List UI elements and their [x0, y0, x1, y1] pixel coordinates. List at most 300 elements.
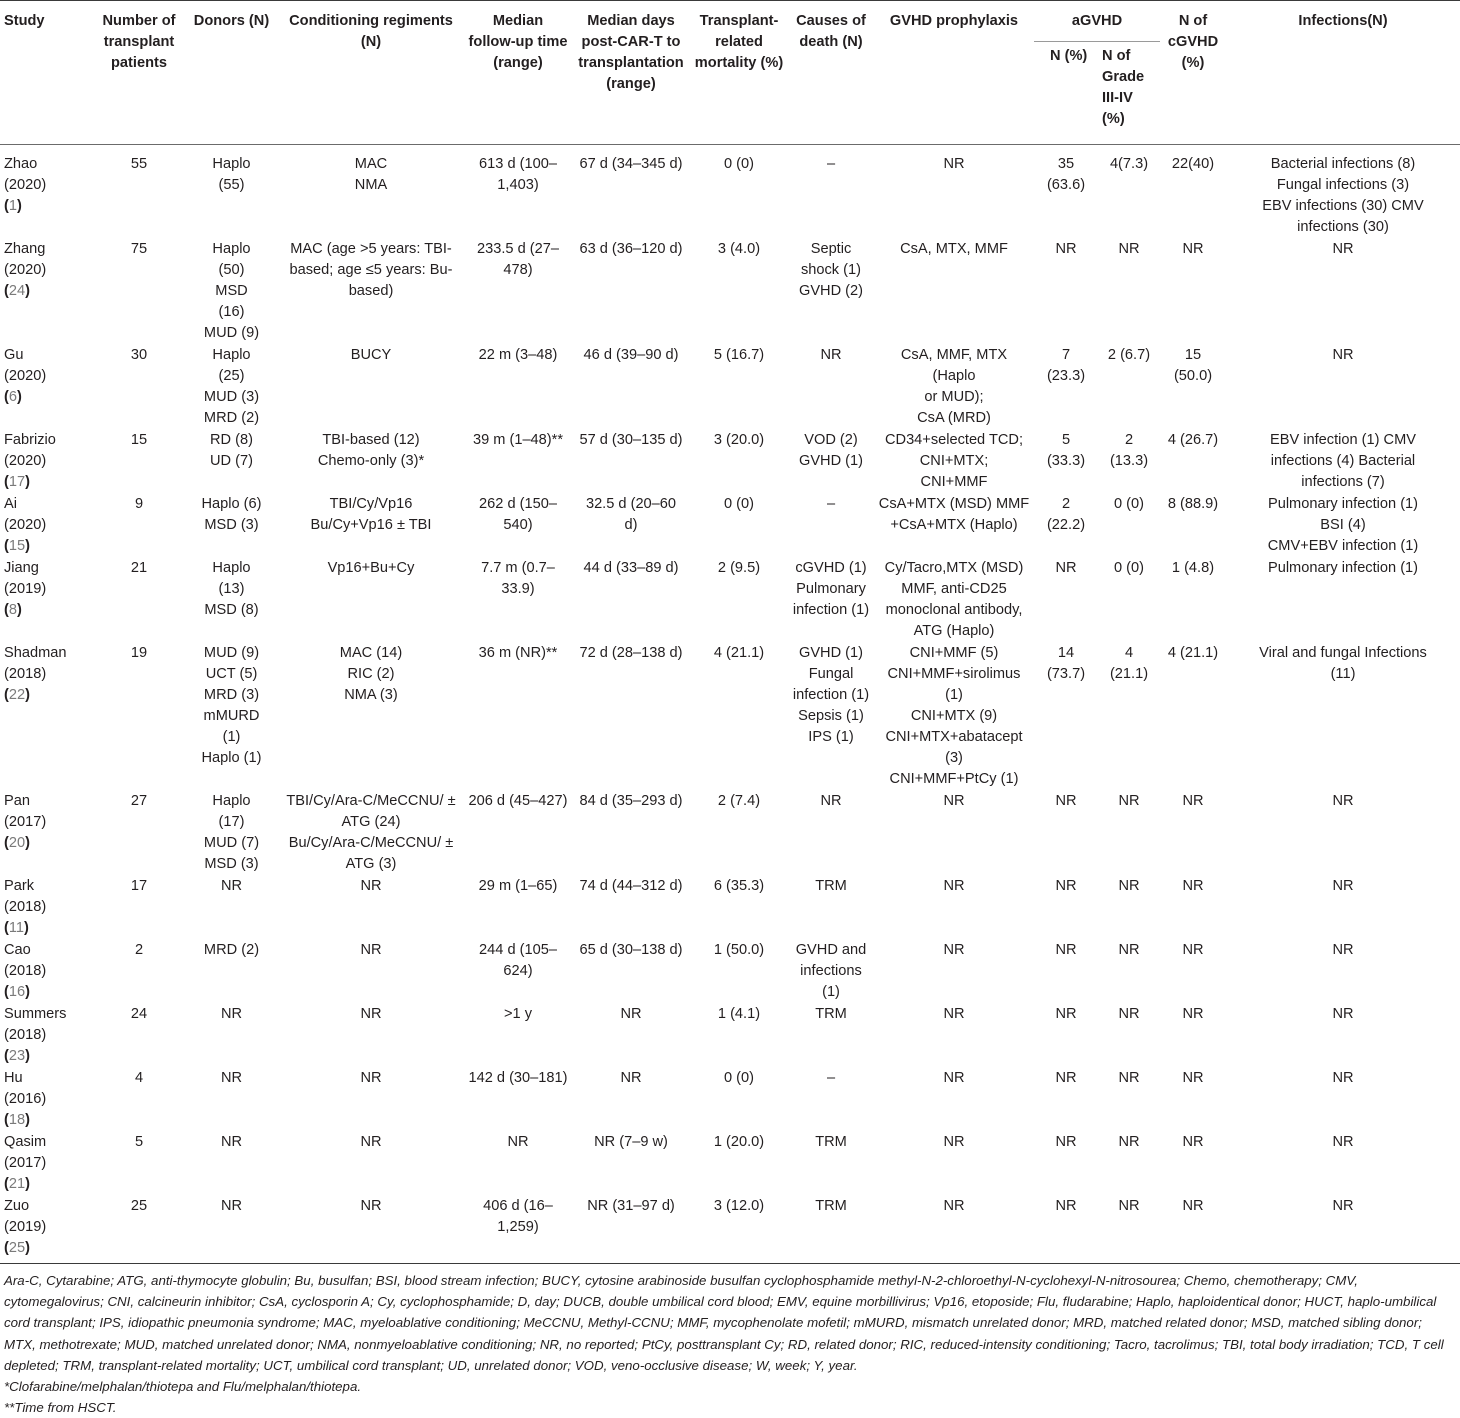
cell-cgvhd-line: NR — [1182, 1006, 1204, 1022]
reference-number[interactable]: 17 — [8, 474, 26, 490]
cell-trm-line: 3 (4.0) — [717, 241, 761, 257]
cell-agvhd-n-line: (73.7) — [1046, 666, 1086, 682]
cell-cgvhd-line: 4 (21.1) — [1167, 645, 1219, 661]
table-row — [0, 344, 1460, 429]
cell-gvhd-prophylaxis-line: or MUD); — [924, 389, 984, 405]
cell-cgvhd-line: NR — [1182, 942, 1204, 958]
cell-gvhd-prophylaxis — [874, 939, 1034, 1003]
cell-conditioning — [278, 145, 464, 239]
study-reference[interactable]: (15) — [4, 538, 30, 554]
cell-cgvhd — [1160, 939, 1226, 1003]
cell-gvhd-prophylaxis-line: CsA, MTX, MMF — [900, 241, 1008, 257]
study-reference[interactable]: (21) — [4, 1176, 30, 1192]
cell-causes-of-death — [788, 939, 874, 1003]
cell-number-of-patients: 15 — [130, 432, 148, 448]
cell-causes-of-death — [788, 1067, 874, 1131]
cell-agvhd-n — [1034, 238, 1098, 344]
reference-number[interactable]: 6 — [8, 389, 17, 405]
cell-agvhd-grade-line: 0 (0) — [1113, 496, 1144, 512]
cell-infections-line: NR — [1332, 793, 1354, 809]
cell-gvhd-prophylaxis-line: CsA+MTX (MSD) MMF — [878, 496, 1030, 512]
cell-followup-line: 33.9) — [501, 581, 535, 597]
cell-followup-line: 624) — [503, 963, 533, 979]
cell-donors-line: (25) — [218, 368, 245, 384]
cell-trm-line: 3 (12.0) — [713, 1198, 765, 1214]
cell-agvhd-n — [1034, 790, 1098, 875]
cell-causes-of-death-line: TRM — [815, 1198, 847, 1214]
cell-donors — [185, 429, 278, 493]
cell-causes-of-death-line: TRM — [815, 1134, 847, 1150]
cell-number-of-patients: 75 — [130, 241, 148, 257]
cell-gvhd-prophylaxis — [874, 493, 1034, 557]
cell-followup-line: 39 m (1–48)** — [472, 432, 564, 448]
table-row — [0, 1067, 1460, 1131]
cell-gvhd-prophylaxis — [874, 642, 1034, 790]
cell-causes-of-death — [788, 1195, 874, 1264]
cell-number-of-patients: 17 — [130, 878, 148, 894]
cell-trm — [690, 1067, 788, 1131]
cell-agvhd-grade — [1098, 875, 1160, 939]
cell-number-of-patients: 25 — [130, 1198, 148, 1214]
table-row — [0, 493, 1460, 557]
cell-donors-line: Haplo — [212, 347, 251, 363]
cell-donors — [185, 493, 278, 557]
cell-agvhd-n-line: 14 — [1057, 645, 1075, 661]
cell-agvhd-n — [1034, 642, 1098, 790]
cell-causes-of-death-line: NR — [820, 793, 842, 809]
cell-infections-line: Fungal infections (3) — [1276, 177, 1410, 193]
reference-number[interactable]: 18 — [8, 1112, 26, 1128]
header-followup: Median follow-up time (range) — [464, 1, 572, 145]
cell-gvhd-prophylaxis — [874, 790, 1034, 875]
cell-number-of-patients: 27 — [130, 793, 148, 809]
cell-gvhd-prophylaxis-line: +CsA+MTX (Haplo) — [890, 517, 1018, 533]
cell-days-post-cart — [572, 429, 690, 493]
cell-agvhd-grade — [1098, 429, 1160, 493]
cell-number-of-patients: 24 — [130, 1006, 148, 1022]
cell-followup-line: 478) — [503, 262, 533, 278]
cell-study-line: Qasim — [4, 1134, 47, 1150]
cell-agvhd-n-line: NR — [1055, 1198, 1077, 1214]
cell-agvhd-grade — [1098, 790, 1160, 875]
cell-conditioning-line: NR — [360, 942, 382, 958]
cell-infections-line: NR — [1332, 1070, 1354, 1086]
cell-gvhd-prophylaxis-line: CNI+MMF+PtCy (1) — [889, 771, 1019, 787]
cell-cgvhd — [1160, 493, 1226, 557]
cell-agvhd-n — [1034, 1195, 1098, 1264]
cell-infections-line: (11) — [1330, 666, 1356, 682]
reference-number[interactable]: 8 — [8, 602, 17, 618]
study-reference[interactable]: (22) — [4, 687, 30, 703]
cell-cgvhd-line: (50.0) — [1173, 368, 1213, 384]
cell-gvhd-prophylaxis-line: NR — [943, 793, 965, 809]
cell-trm-line: 1 (4.1) — [717, 1006, 761, 1022]
cell-agvhd-n-line: NR — [1055, 942, 1077, 958]
cell-causes-of-death — [788, 1003, 874, 1067]
cell-days-post-cart-line: 44 d (33–89 d) — [583, 560, 679, 576]
cell-infections — [1226, 429, 1460, 493]
cell-agvhd-grade-line: 4(7.3) — [1109, 156, 1149, 172]
cell-study-line: Shadman — [4, 645, 67, 661]
cell-study-line: Summers — [4, 1006, 67, 1022]
cell-gvhd-prophylaxis-line: CNI+MMF — [920, 474, 988, 490]
cell-causes-of-death-line: infection (1) — [792, 687, 870, 703]
cell-trm-line: 2 (9.5) — [717, 560, 761, 576]
cell-cgvhd — [1160, 1067, 1226, 1131]
cell-days-post-cart-line: 63 d (36–120 d) — [579, 241, 683, 257]
cell-days-post-cart — [572, 875, 690, 939]
table-row — [0, 790, 1460, 875]
cell-study-line: Zhang — [4, 241, 46, 257]
cell-followup-line: 1,259) — [497, 1219, 539, 1235]
cell-infections — [1226, 1067, 1460, 1131]
cell-conditioning-line: NR — [360, 1070, 382, 1086]
cell-days-post-cart — [572, 493, 690, 557]
reference-number[interactable]: 21 — [8, 1176, 26, 1192]
cell-cgvhd-line: 1 (4.8) — [1171, 560, 1215, 576]
study-reference[interactable]: (24) — [4, 283, 30, 299]
cell-agvhd-grade-line: 4 — [1124, 645, 1134, 661]
reference-number[interactable]: 24 — [8, 283, 26, 299]
cell-conditioning-line: based) — [348, 283, 394, 299]
cell-gvhd-prophylaxis-line: NR — [943, 1134, 965, 1150]
cell-infections-line: Bacterial infections (8) — [1270, 156, 1416, 172]
cell-causes-of-death-line: GVHD and — [795, 942, 867, 958]
cell-cgvhd-line: NR — [1182, 793, 1204, 809]
header-gvhd-prophylaxis: GVHD prophylaxis — [874, 1, 1034, 145]
table-row — [0, 1003, 1460, 1067]
study-reference[interactable]: (8) — [4, 602, 22, 618]
cell-causes-of-death — [788, 429, 874, 493]
cell-donors — [185, 344, 278, 429]
cell-days-post-cart — [572, 1131, 690, 1195]
footnote-double-asterisk: **Time from HSCT. — [4, 1400, 117, 1416]
cell-days-post-cart-line: 67 d (34–345 d) — [579, 156, 683, 172]
cell-days-post-cart — [572, 1003, 690, 1067]
cell-study-line: (2020) — [4, 262, 47, 278]
cell-causes-of-death-line: Pulmonary — [796, 581, 866, 597]
cell-followup — [464, 493, 572, 557]
cell-donors-line: NR — [220, 1198, 243, 1214]
study-reference[interactable]: (23) — [4, 1048, 30, 1064]
header-agvhd: aGVHD — [1034, 1, 1160, 42]
cell-causes-of-death — [788, 344, 874, 429]
cell-infections-line: NR — [1332, 1006, 1354, 1022]
cell-study — [0, 642, 93, 790]
cell-conditioning-line: Chemo-only (3)* — [317, 453, 425, 469]
cell-gvhd-prophylaxis-line: MMF, anti-CD25 — [901, 581, 1007, 597]
cell-agvhd-n-line: NR — [1055, 1006, 1077, 1022]
cell-cgvhd-line: 4 (26.7) — [1167, 432, 1219, 448]
cell-gvhd-prophylaxis — [874, 429, 1034, 493]
cell-agvhd-grade-line: NR — [1118, 942, 1140, 958]
cell-donors-line: Haplo (6) — [201, 496, 262, 512]
cell-conditioning-line: Bu/Cy/Ara-C/MeCCNU/ ± — [288, 835, 454, 851]
cell-infections-line: EBV infection (1) CMV — [1270, 432, 1416, 448]
cell-study — [0, 493, 93, 557]
cell-trm-line: 4 (21.1) — [713, 645, 765, 661]
cell-gvhd-prophylaxis-line: CsA (MRD) — [917, 410, 991, 426]
cell-agvhd-n — [1034, 875, 1098, 939]
cell-donors — [185, 145, 278, 239]
cell-agvhd-n — [1034, 493, 1098, 557]
cell-causes-of-death-line: GVHD (1) — [798, 645, 864, 661]
cell-gvhd-prophylaxis-line: Cy/Tacro,MTX (MSD) — [884, 560, 1024, 576]
cell-infections — [1226, 557, 1460, 642]
reference-number[interactable]: 25 — [8, 1240, 26, 1256]
table-row — [0, 145, 1460, 239]
cell-gvhd-prophylaxis-line: CNI+MMF (5) — [909, 645, 999, 661]
reference-number[interactable]: 22 — [8, 687, 26, 703]
study-reference[interactable]: (6) — [4, 389, 22, 405]
cell-agvhd-n-line: (63.6) — [1046, 177, 1086, 193]
cell-trm — [690, 1195, 788, 1264]
cell-followup-line: 206 d (45–427) — [468, 793, 568, 809]
header-donors: Donors (N) — [185, 1, 278, 145]
cell-agvhd-grade-line: NR — [1118, 241, 1140, 257]
cell-days-post-cart — [572, 344, 690, 429]
reference-number[interactable]: 16 — [8, 984, 26, 1000]
cell-agvhd-n-line: NR — [1055, 241, 1077, 257]
cell-study-line: (2020) — [4, 453, 47, 469]
cell-trm — [690, 1131, 788, 1195]
cell-study — [0, 238, 93, 344]
cell-agvhd-grade-line: NR — [1118, 1006, 1140, 1022]
cell-agvhd-grade — [1098, 145, 1160, 239]
cell-infections-line: EBV infections (30) CMV — [1262, 198, 1424, 214]
cell-conditioning-line: ATG (3) — [345, 856, 397, 872]
cell-agvhd-grade — [1098, 1067, 1160, 1131]
cell-agvhd-n-line: NR — [1055, 1070, 1077, 1086]
cell-followup — [464, 1003, 572, 1067]
cell-followup — [464, 790, 572, 875]
cell-study — [0, 1067, 93, 1131]
cell-study-line: (2019) — [4, 581, 47, 597]
cell-cgvhd — [1160, 1195, 1226, 1264]
cell-study-line: Park — [4, 878, 35, 894]
cell-cgvhd — [1160, 344, 1226, 429]
cell-causes-of-death-line: GVHD (1) — [798, 453, 864, 469]
cell-infections — [1226, 939, 1460, 1003]
cell-study — [0, 1195, 93, 1264]
cell-number-of-patients: 21 — [130, 560, 148, 576]
cell-number-of-patients: 19 — [130, 645, 148, 661]
cell-donors-line: RD (8) — [210, 432, 253, 448]
cell-followup — [464, 1195, 572, 1264]
cell-gvhd-prophylaxis-line: monoclonal antibody, — [885, 602, 1023, 618]
header-study: Study — [0, 1, 93, 145]
cell-conditioning-line: NR — [360, 1198, 382, 1214]
cell-donors-line: MUD (9) — [203, 645, 260, 661]
cell-cgvhd — [1160, 790, 1226, 875]
cell-agvhd-grade-line: (21.1) — [1109, 666, 1149, 682]
cell-donors-line: MSD (3) — [204, 856, 259, 872]
cell-number-of-patients: 30 — [130, 347, 148, 363]
cell-trm-line: 2 (7.4) — [717, 793, 761, 809]
cell-agvhd-n-line: NR — [1055, 793, 1077, 809]
cell-study-line: Cao — [4, 942, 31, 958]
header-conditioning: Conditioning regiments (N) — [278, 1, 464, 145]
cell-agvhd-grade — [1098, 557, 1160, 642]
cell-gvhd-prophylaxis — [874, 1067, 1034, 1131]
study-reference[interactable]: (18) — [4, 1112, 30, 1128]
cell-days-post-cart-line: 46 d (39–90 d) — [583, 347, 679, 363]
cell-followup-line: 262 d (150– — [479, 496, 557, 512]
cell-donors-line: mMURD — [203, 708, 260, 724]
cell-conditioning-line: NMA — [354, 177, 388, 193]
cell-donors-line: (13) — [218, 581, 245, 597]
cell-infections — [1226, 238, 1460, 344]
cell-study — [0, 790, 93, 875]
study-reference[interactable]: (16) — [4, 984, 30, 1000]
cell-trm — [690, 1003, 788, 1067]
study-reference[interactable]: (20) — [4, 835, 30, 851]
cell-causes-of-death-line: cGVHD (1) — [795, 560, 867, 576]
cell-donors-line: MRD (3) — [203, 687, 260, 703]
cell-infections — [1226, 145, 1460, 239]
cell-study-line: Ai — [4, 496, 17, 512]
cell-causes-of-death — [788, 493, 874, 557]
cell-gvhd-prophylaxis — [874, 1195, 1034, 1264]
cell-cgvhd — [1160, 429, 1226, 493]
cell-donors-line: MRD (2) — [203, 942, 260, 958]
cell-conditioning — [278, 1131, 464, 1195]
cell-causes-of-death-line: shock (1) — [800, 262, 861, 278]
cell-days-post-cart — [572, 145, 690, 239]
cell-followup — [464, 429, 572, 493]
reference-number[interactable]: 20 — [8, 835, 26, 851]
cell-gvhd-prophylaxis-line: CNI+MTX; — [919, 453, 989, 469]
cell-followup-line: NR — [507, 1134, 529, 1150]
cell-donors-line: (50) — [218, 262, 245, 278]
reference-number[interactable]: 1 — [8, 198, 17, 214]
cell-gvhd-prophylaxis-line: CNI+MMF+sirolimus (1) — [887, 666, 1021, 703]
cell-gvhd-prophylaxis — [874, 1131, 1034, 1195]
cell-gvhd-prophylaxis-line: NR — [943, 878, 965, 894]
cell-infections-line: NR — [1332, 1134, 1354, 1150]
cell-study-line: Fabrizio — [4, 432, 56, 448]
reference-number[interactable]: 11 — [8, 920, 25, 936]
header-agvhd-grade: N of Grade III-IV (%) — [1098, 42, 1160, 145]
cell-days-post-cart-line: NR — [620, 1006, 642, 1022]
cell-trm — [690, 145, 788, 239]
cell-trm — [690, 875, 788, 939]
cell-donors-line: NR — [220, 1070, 243, 1086]
header-infections: Infections(N) — [1226, 1, 1460, 145]
cell-gvhd-prophylaxis — [874, 238, 1034, 344]
cell-study-line: Zhao — [4, 156, 38, 172]
cell-followup — [464, 1131, 572, 1195]
cell-days-post-cart — [572, 642, 690, 790]
cell-causes-of-death — [788, 642, 874, 790]
cell-causes-of-death-line: Septic — [810, 241, 852, 257]
header-causes-of-death: Causes of death (N) — [788, 1, 874, 145]
cell-conditioning-line: MAC — [354, 156, 388, 172]
cell-agvhd-n-line: 2 — [1061, 496, 1071, 512]
cell-days-post-cart-line: NR (31–97 d) — [587, 1198, 675, 1214]
cell-followup-line: 7.7 m (0.7– — [481, 560, 555, 576]
cell-trm — [690, 238, 788, 344]
cell-donors-line: (1) — [222, 729, 241, 745]
cell-infections-line: BSI (4) — [1320, 517, 1366, 533]
reference-number[interactable]: 23 — [8, 1048, 26, 1064]
cell-infections-line: infections (30) — [1297, 219, 1389, 235]
cell-followup-line: 406 d (16– — [483, 1198, 553, 1214]
cell-gvhd-prophylaxis — [874, 145, 1034, 239]
cell-study-line: Pan — [4, 793, 30, 809]
cell-agvhd-n-line: NR — [1055, 560, 1077, 576]
cell-number-of-patients: 9 — [134, 496, 144, 512]
study-reference[interactable]: (25) — [4, 1240, 30, 1256]
cell-study-line: (2018) — [4, 899, 47, 915]
cell-conditioning — [278, 1003, 464, 1067]
cell-donors-line: UD (7) — [210, 453, 253, 469]
reference-number[interactable]: 15 — [8, 538, 26, 554]
cell-donors — [185, 642, 278, 790]
cell-infections-line: Pulmonary infection (1) — [1267, 560, 1419, 576]
study-reference[interactable]: (11) — [4, 920, 29, 936]
cell-followup-line: 36 m (NR)** — [478, 645, 558, 661]
cell-trm-line: 0 (0) — [723, 496, 754, 512]
cell-days-post-cart-line: NR (7–9 w) — [594, 1134, 668, 1150]
cell-cgvhd-line: 22(40) — [1171, 156, 1215, 172]
study-reference[interactable]: (17) — [4, 474, 30, 490]
cell-agvhd-grade-line: 0 (0) — [1113, 560, 1144, 576]
cell-study-line: (2017) — [4, 1155, 47, 1171]
cell-infections — [1226, 1003, 1460, 1067]
cell-days-post-cart-line: 57 d (30–135 d) — [579, 432, 683, 448]
cell-agvhd-n — [1034, 429, 1098, 493]
cell-days-post-cart — [572, 939, 690, 1003]
cell-causes-of-death-line: IPS (1) — [808, 729, 854, 745]
cell-number-of-patients: 4 — [134, 1070, 144, 1086]
study-reference[interactable]: (1) — [4, 198, 22, 214]
cell-agvhd-n — [1034, 557, 1098, 642]
cell-infections-line: infections (7) — [1301, 474, 1385, 490]
cell-cgvhd-line: NR — [1182, 241, 1204, 257]
cell-conditioning-line: TBI/Cy/Ara-C/MeCCNU/ ± — [286, 793, 456, 809]
cell-study-line: (2019) — [4, 1219, 47, 1235]
cell-number-of-patients: 55 — [130, 156, 148, 172]
cell-study-line: (2016) — [4, 1091, 47, 1107]
cell-conditioning-line: NR — [360, 878, 382, 894]
cell-agvhd-n-line: (23.3) — [1046, 368, 1086, 384]
cell-infections — [1226, 493, 1460, 557]
cell-followup-line: 1,403) — [497, 177, 539, 193]
cell-conditioning — [278, 557, 464, 642]
abbreviations-note: Ara-C, Cytarabine; ATG, anti-thymocyte globulin; Bu, busulfan; BSI, blood stream infection; BUCY, cytosine arabinoside busulfan cyclophosphamide methyl-N-2-chloroethyl-N-cyclohexyl-N-nitrosourea; Chemo, chemotherapy; CMV, cytomegalovirus; CNI, calcineurin inhibitor; CsA, cyclosporin A; Cy, cyclophosphamide; D, day; DUCB, double umbilical cord blood; EMV, equine morbillivirus; Vp16, etoposide; Flu, fludarabine; Haplo, haploidentical donor; HUCT, haplo-umbilical cord transplant; IPS, idiopathic pneumonia syndrome; MAC, myeloablative conditioning; MeCCNU, Methyl-CCNU; MMF, mycophenolate mofetil; mMURD, mismatch unrelated donor; MRD, matched related donor; MSD, matched sibling donor; MTX, methotrexate; MUD, matched unrelated donor; NMA, nonmyeloablative conditioning; NR, no reported; PtCy, posttransplant Cy; RD, related donor; RIC, reduced-intensity conditioning; Tacro, tacrolimus; TBI, total body irradiation; TCD, T cell depleted; TRM, transplant-related mortality; UCT, umbilical cord transplant; UD, unrelated donor; VOD, veno-occlusive disease; W, week; Y, year. — [4, 1273, 1444, 1373]
cell-infections-line: Pulmonary infection (1) — [1267, 496, 1419, 512]
cell-trm — [690, 939, 788, 1003]
cell-donors-line: (16) — [218, 304, 245, 320]
cell-donors-line: Haplo — [212, 241, 251, 257]
cell-study-line: Zuo — [4, 1198, 30, 1214]
cell-followup-line: 244 d (105– — [479, 942, 557, 958]
cell-donors-line: (17) — [218, 814, 245, 830]
cell-study-line: Gu — [4, 347, 24, 363]
cell-days-post-cart — [572, 1195, 690, 1264]
cell-infections — [1226, 642, 1460, 790]
footnote-asterisk: *Clofarabine/melphalan/thiotepa and Flu/melphalan/thiotepa. — [4, 1379, 362, 1395]
cell-donors-line: Haplo (1) — [201, 750, 262, 766]
cell-conditioning — [278, 493, 464, 557]
cell-cgvhd — [1160, 642, 1226, 790]
cell-cgvhd-line: NR — [1182, 1134, 1204, 1150]
cell-trm — [690, 344, 788, 429]
cell-trm — [690, 790, 788, 875]
cell-study — [0, 344, 93, 429]
cell-donors-line: Haplo — [212, 560, 251, 576]
